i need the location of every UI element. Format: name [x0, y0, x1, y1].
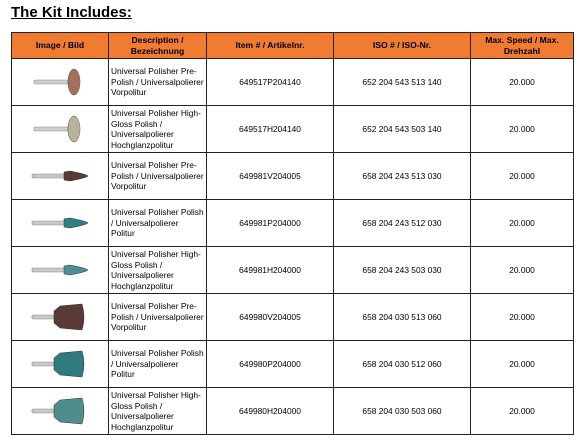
- table-row: [12, 294, 574, 341]
- iso-number: 652 204 543 503 140: [334, 106, 471, 153]
- max-speed: 20.000: [471, 341, 574, 388]
- table-row: [12, 106, 574, 153]
- table-row: [12, 59, 574, 106]
- max-speed: 20.000: [471, 247, 574, 294]
- max-speed: 20.000: [471, 294, 574, 341]
- max-speed: 20.000: [471, 200, 574, 247]
- product-description: Universal Polisher Polish / Universalpolierer Politur: [109, 341, 207, 388]
- product-image-cell: [12, 153, 109, 200]
- product-image-cell: [12, 341, 109, 388]
- max-speed: 20.000: [471, 388, 574, 435]
- max-speed: 20.000: [471, 59, 574, 106]
- brown-cup-polisher-icon: [14, 302, 106, 332]
- kit-table: [11, 32, 574, 435]
- item-number: 649517P204140: [207, 59, 334, 106]
- table-header-row: [12, 33, 574, 59]
- product-image-cell: [12, 200, 109, 247]
- item-number: 649980P204000: [207, 341, 334, 388]
- teal-point-polisher-icon: [14, 208, 106, 238]
- teal-cup-polisher-icon: [14, 349, 106, 379]
- table-row: [12, 153, 574, 200]
- item-number: 649980V204005: [207, 294, 334, 341]
- beige-wheel-polisher-icon: [14, 114, 106, 144]
- header-speed: Max. Speed / Max. Drehzahl: [471, 33, 574, 59]
- product-image-cell: [12, 388, 109, 435]
- product-image-cell: [12, 247, 109, 294]
- item-number: 649981H204000: [207, 247, 334, 294]
- brown-point-polisher-icon: [14, 161, 106, 191]
- product-image-cell: [12, 106, 109, 153]
- iso-number: 658 204 243 512 030: [334, 200, 471, 247]
- item-number: 649517H204140: [207, 106, 334, 153]
- iso-number: 658 204 243 503 030: [334, 247, 471, 294]
- table-row: [12, 341, 574, 388]
- header-iso: ISO # / ISO-Nr.: [334, 33, 471, 59]
- brown-wheel-polisher-icon: [14, 67, 106, 97]
- product-description: Universal Polisher High-Gloss Polish / Universalpolierer Hochglanzpolitur: [109, 247, 207, 294]
- product-description: Universal Polisher Pre-Polish / Universalpolierer Vorpolitur: [109, 153, 207, 200]
- product-description: Universal Polisher High-Gloss Polish / Universalpolierer Hochglanzpolitur: [109, 388, 207, 435]
- item-number: 649980H204000: [207, 388, 334, 435]
- max-speed: 20.000: [471, 153, 574, 200]
- kit-heading: The Kit Includes:: [11, 4, 132, 21]
- item-number: 649981V204005: [207, 153, 334, 200]
- iso-number: 652 204 543 513 140: [334, 59, 471, 106]
- light-teal-cup-polisher-icon: [14, 396, 106, 426]
- light-teal-point-polisher-icon: [14, 255, 106, 285]
- table-row: [12, 200, 574, 247]
- table-row: [12, 388, 574, 435]
- header-description: Description / Bezeichnung: [109, 33, 207, 59]
- product-description: Universal Polisher High-Gloss Polish / Universalpolierer Hochglanzpolitur: [109, 106, 207, 153]
- header-item: Item # / Artikelnr.: [207, 33, 334, 59]
- header-image: Image / Bild: [12, 33, 109, 59]
- product-image-cell: [12, 59, 109, 106]
- iso-number: 658 204 030 512 060: [334, 341, 471, 388]
- iso-number: 658 204 030 503 060: [334, 388, 471, 435]
- product-description: Universal Polisher Polish / Universalpolierer Politur: [109, 200, 207, 247]
- product-description: Universal Polisher Pre-Polish / Universalpolierer Vorpolitur: [109, 59, 207, 106]
- iso-number: 658 204 030 513 060: [334, 294, 471, 341]
- iso-number: 658 204 243 513 030: [334, 153, 471, 200]
- table-row: [12, 247, 574, 294]
- product-description: Universal Polisher Pre-Polish / Universalpolierer Vorpolitur: [109, 294, 207, 341]
- max-speed: 20.000: [471, 106, 574, 153]
- item-number: 649981P204000: [207, 200, 334, 247]
- product-image-cell: [12, 294, 109, 341]
